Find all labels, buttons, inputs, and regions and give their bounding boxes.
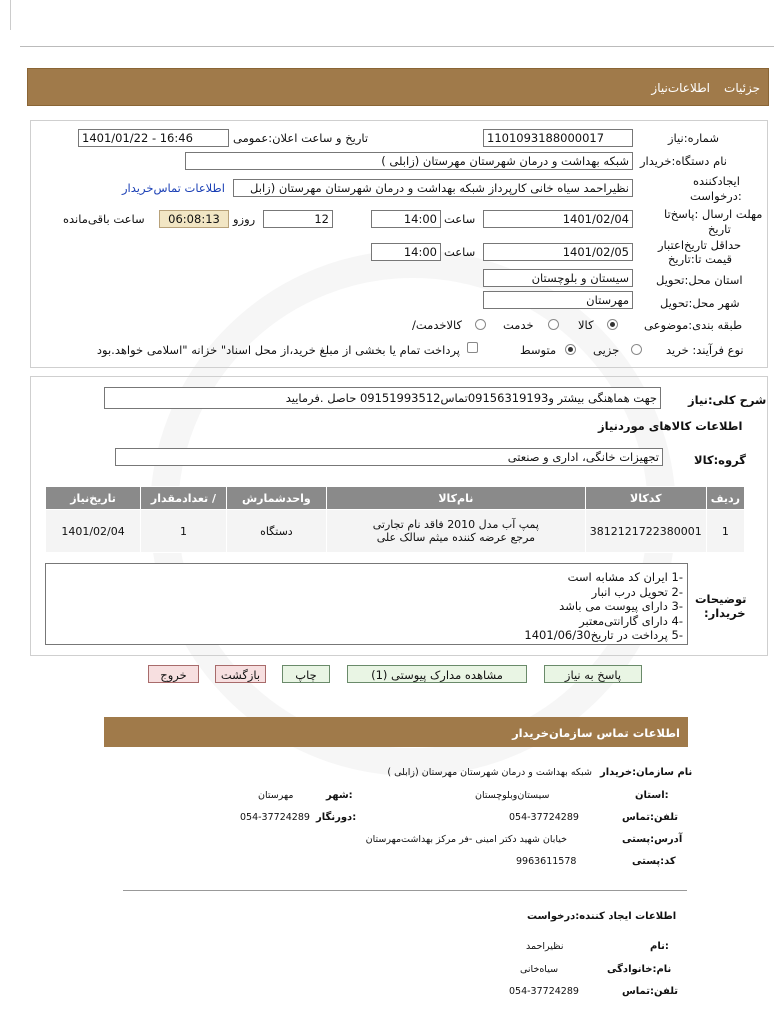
tab-bar (27, 68, 769, 106)
summary-label: شرح کلی:نیاز (688, 393, 767, 407)
category-service-radio[interactable] (548, 319, 559, 330)
reply-deadline-label-2: تاریخ (708, 222, 731, 236)
col-name-header: نام‌کالا (326, 487, 585, 510)
remaining-label: ساعت باقی‌مانده (63, 212, 145, 226)
days-field: 12 (263, 210, 333, 228)
creator-phone: 054-37724289 (509, 986, 579, 997)
row-date: 1401/02/04 (46, 510, 141, 553)
exit-button[interactable]: خروج (148, 665, 199, 683)
city-field: مهرستان (483, 291, 633, 309)
col-qty-header: / تعدادمقدار (141, 487, 227, 510)
contact-postal: 9963611578 (516, 856, 577, 867)
col-unit-header: واحدشمارش (226, 487, 326, 510)
process-minor-radio[interactable] (631, 344, 642, 355)
need-number-field: 1101093188000017 (483, 129, 633, 147)
validity-time-label: ساعت (444, 245, 476, 259)
creator-name: نظیراحمد (526, 941, 564, 952)
category-service-label: خدمت (503, 318, 534, 332)
goods-info-title: اطلاعات کالاهای موردنیاز (598, 419, 743, 433)
contact-postal-label: کد:پستی (632, 856, 676, 867)
reply-deadline-label: مهلت ارسال :پاسخ‌تا (664, 207, 763, 221)
note-line: -4 دارای گارانتی‌معتبر (579, 613, 683, 628)
creator-phone-label: تلفن:تماس (622, 986, 679, 997)
summary-field: جهت هماهنگی بیشتر و09156319193تماس09151993512 حاصل .فرمایید (104, 387, 661, 409)
note-line: -5 پرداخت در تاریخ1401/06/30 (524, 628, 683, 642)
note-line: -1 ایران کد مشابه است (567, 570, 683, 584)
page-border-left (10, 0, 11, 30)
buyer-org-label: نام دستگاه:خریدار (640, 154, 727, 168)
notes-box (45, 563, 688, 645)
row-qty: 1 (141, 510, 227, 553)
contact-address: خیابان شهید دکتر امینی -فر مرکز بهداشت‌مهرستان (365, 834, 567, 845)
category-goods-label: کالا (578, 318, 594, 332)
contact-fax-label: دورنگار: (316, 812, 357, 823)
reply-time-field: 14:00 (371, 210, 441, 228)
row-number: 1 (706, 510, 744, 553)
contact-province-label: استان: (635, 790, 669, 801)
process-minor-label: جزیی (593, 343, 620, 357)
table-header-row (46, 487, 745, 510)
creator-field: نظیراحمد سیاه خانی کارپرداز شبکه بهداشت و درمان شهرستان مهرستان (زابل (233, 179, 633, 197)
page-divider (20, 46, 774, 47)
category-both-radio[interactable] (475, 319, 486, 330)
creator-name-label: نام: (650, 941, 669, 952)
contact-province: سیستان‌وبلوچستان (475, 790, 550, 801)
tab-details[interactable]: جزئیات (724, 81, 760, 95)
remaining-time-field: 06:08:13 (159, 210, 229, 228)
creator-family: سیاه‌خانی (520, 964, 559, 975)
row-code: 3812121722380001 (585, 510, 706, 553)
category-label: طبقه بندی:موضوعی (644, 318, 743, 332)
contact-org: شبکه بهداشت و درمان شهرستان مهرستان (زابلی ) (387, 767, 592, 778)
contact-org-label: نام سازمان:خریدار (600, 767, 693, 778)
city-label: شهر محل:تحویل (660, 296, 740, 310)
contact-address-label: آدرس:پستی (622, 834, 683, 845)
items-table (45, 486, 745, 553)
days-label: روزو (233, 212, 256, 226)
notes-label-2: :خریدار (704, 606, 746, 620)
contact-divider (123, 890, 687, 891)
announce-field: 1401/01/22 - 16:46 (78, 129, 229, 147)
col-code-header: کدکالا (585, 487, 706, 510)
contact-phone-label: تلفن:تماس (622, 812, 679, 823)
treasury-payment-text: پرداخت تمام یا بخشی از مبلغ خرید،از محل اسناد" خزانه "اسلامی خواهد.بود (96, 343, 460, 357)
reply-time-label: ساعت (444, 212, 476, 226)
row-name: پمپ آب مدل 2010 فاقد نام تجارتی مرجع عرضه کننده میثم سالک علی (326, 510, 585, 553)
process-medium-radio[interactable] (565, 344, 576, 355)
announce-label: تاریخ و ساعت اعلان:عمومی (233, 131, 369, 145)
col-row-header: ردیف (706, 487, 744, 510)
province-field: سیستان و بلوچستان (483, 269, 633, 287)
buyer-contact-link[interactable]: اطلاعات تماس‌خریدار (122, 181, 225, 195)
col-date-header: تاریخ‌نیاز (46, 487, 141, 510)
reply-date-field: 1401/02/04 (483, 210, 633, 228)
view-attachments-button[interactable]: مشاهده مدارک پیوستی (1) (347, 665, 527, 683)
validity-label-2: قیمت تا:تاریخ (668, 252, 733, 266)
row-unit: دستگاه (226, 510, 326, 553)
treasury-payment-checkbox[interactable] (467, 342, 478, 353)
province-label: استان محل:تحویل (656, 273, 743, 287)
contact-city-label: شهر: (326, 790, 353, 801)
goods-group-label: گروه:کالا (694, 453, 746, 467)
process-medium-label: متوسط (520, 343, 557, 357)
print-button[interactable]: چاپ (282, 665, 330, 683)
creator-label: ایجادکننده (693, 174, 740, 188)
back-button[interactable]: بازگشت (215, 665, 266, 683)
note-line: -2 تحویل درب انبار (591, 584, 683, 599)
category-goods-radio[interactable] (607, 319, 618, 330)
creator-family-label: نام:خانوادگی (607, 964, 672, 975)
contact-phone: 054-37724289 (509, 812, 579, 823)
buyer-org-field: شبکه بهداشت و درمان شهرستان مهرستان (زابلی ) (185, 152, 633, 170)
note-line: -3 دارای پیوست می باشد (559, 599, 683, 613)
tab-need-info[interactable]: اطلاعات‌نیاز (651, 81, 710, 95)
validity-date-field: 1401/02/05 (483, 243, 633, 261)
category-both-label: /کالاخدمت (412, 318, 463, 332)
contact-fax: 054-37724289 (240, 812, 310, 823)
reply-button[interactable]: پاسخ به نیاز (544, 665, 642, 683)
creator-info-title: اطلاعات ایجاد کننده:درخواست (527, 911, 677, 922)
contact-header (104, 717, 688, 747)
table-row (46, 510, 745, 553)
notes-label: توضیحات (695, 592, 747, 606)
validity-label: حداقل تاریخ‌اعتبار (658, 238, 742, 252)
goods-group-field: تجهیزات خانگی، اداری و صنعتی (115, 448, 663, 466)
validity-time-field: 14:00 (371, 243, 441, 261)
need-number-label: شماره:نیاز (668, 131, 719, 145)
contact-title: اطلاعات تماس سازمان‌خریدار (512, 726, 680, 740)
contact-city: مهرستان (258, 790, 294, 801)
process-label: نوع فرآیند: خرید (666, 343, 744, 357)
creator-label-2: درخواست: (690, 189, 742, 203)
